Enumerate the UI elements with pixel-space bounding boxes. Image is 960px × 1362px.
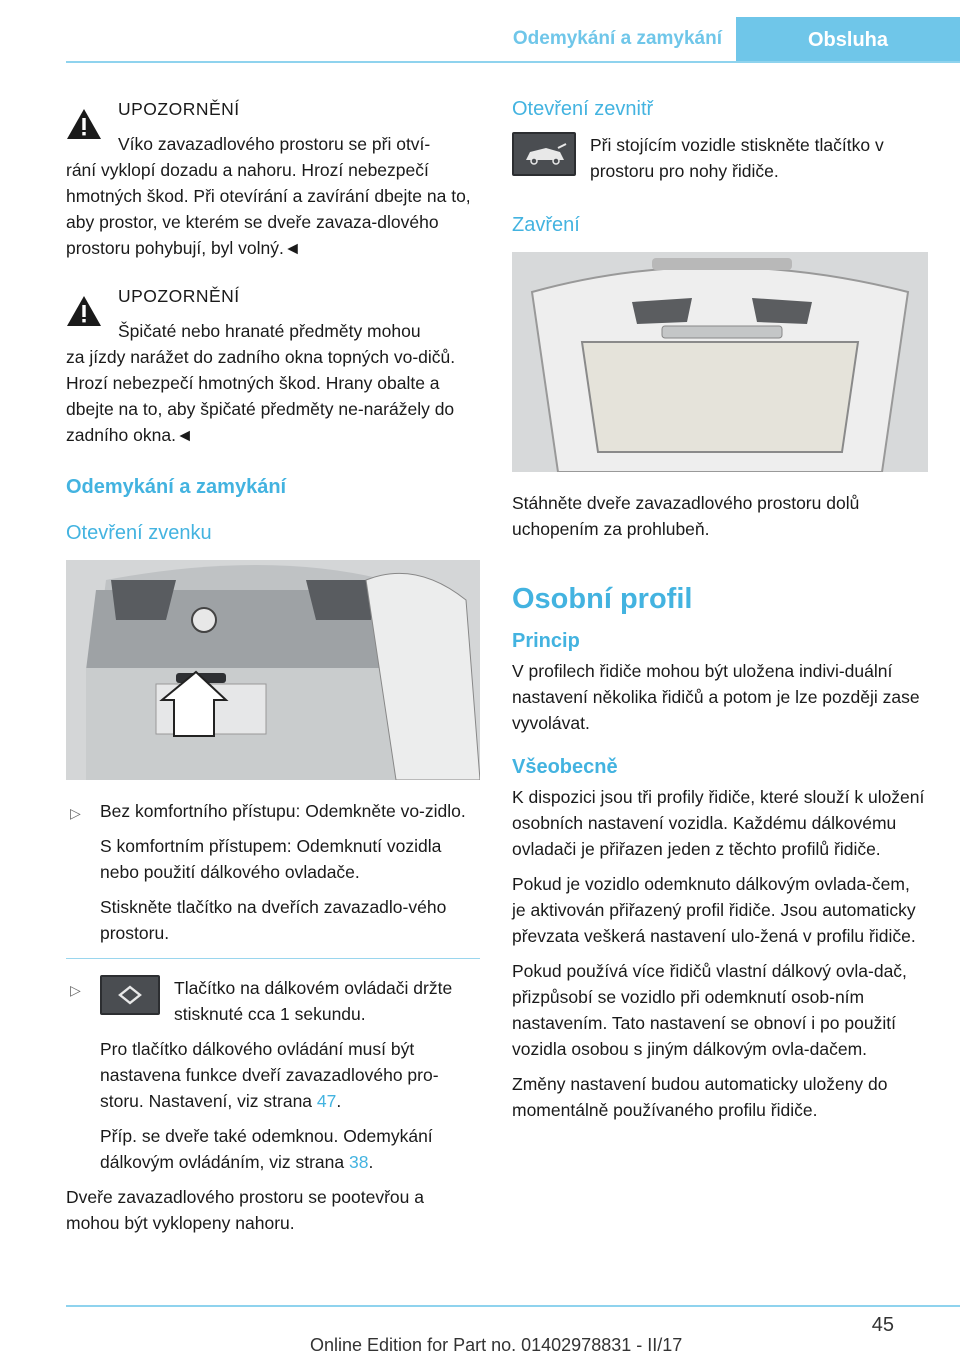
warning-text: rání vyklopí dozadu a nahoru. Hrozí nebezpečí hmotných škod. Při otevírání a zavírání dbejte na to, aby prostor, ve kterém se dveře zavaza‐dlového prostoru pohybují, byl volný.◄ xyxy=(66,160,471,258)
page-link[interactable]: 38 xyxy=(349,1152,369,1172)
page-link[interactable]: 47 xyxy=(316,1091,337,1111)
warning-triangle-icon xyxy=(66,108,102,140)
trunk-open-icon xyxy=(512,132,576,176)
list-text xyxy=(100,1036,480,1114)
warning-text: za jízdy narážet do zadního okna topných vo‐dičů. Hrozí nebezpečí hmotných škod. Hrany obalte a dbejte na to, aby špičaté předměty ne‐narážely do zadního okna.◄ xyxy=(66,347,456,445)
subsection-title: Otevření zevnitř xyxy=(512,98,654,120)
footer-edition: Online Edition for Part no. 01402978831 - II/17 xyxy=(310,1335,683,1355)
list-item xyxy=(66,975,480,1175)
closing-text: Dveře zavazadlového prostoru se pootevřou a mohou být vyklopeny nahoru. xyxy=(66,1187,424,1233)
body-text: Stáhněte dveře zavazadlového prostoru dolů uchopením za prohlubeň. xyxy=(512,493,860,539)
right-column xyxy=(512,96,928,1132)
header-section-title: Odemykání a zamykání xyxy=(512,28,722,49)
warning-text-lead: Víko zavazadlového prostoru se při otví‐ xyxy=(118,134,431,154)
header-tab: Obsluha xyxy=(736,17,960,63)
body-text: Změny nastavení budou automaticky uloženy do momentálně používaného profilu řidiče. xyxy=(512,1074,888,1120)
warning-heading: UPOZORNĚNÍ xyxy=(118,99,240,119)
list-text: Bez komfortního přístupu: Odemkněte vo‐zidlo. xyxy=(100,801,466,821)
warning-2 xyxy=(66,283,480,448)
list-text: S komfortním přístupem: Odemknutí vozidla nebo použití dálkového ovladače. xyxy=(100,836,442,882)
body-text: Pokud používá více řidičů vlastní dálkový ovla‐dač, přizpůsobí se vozidlo při odemknutí osob‐ním nastavením. Tato nastavení se obnoví i po použití vozidla osobou s jiným dálkovým ovla‐dačem. xyxy=(512,961,907,1059)
list-text: Stiskněte tlačítko na dveřích zavazadlo‐vého prostoru. xyxy=(100,897,447,943)
subsection-title: Všeobecně xyxy=(512,756,618,778)
bullet-triangle-icon: ▷ xyxy=(70,982,81,998)
subsection-title: Otevření zvenku xyxy=(66,522,212,544)
text-span: . xyxy=(368,1152,374,1172)
remote-tailgate-icon xyxy=(100,975,160,1015)
warning-heading: UPOZORNĚNÍ xyxy=(118,286,240,306)
list-text: Tlačítko na dálkovém ovládači držte stisknuté cca 1 sekundu. xyxy=(174,978,453,1024)
section-title: Odemykání a zamykání xyxy=(66,476,287,498)
body-text: Pokud je vozidlo odemknuto dálkovým ovlada‐čem, je aktivován přiřazený profil řidiče. Jsou automaticky převzata veškerá nastavení ulo‐žená v profilu řidiče. xyxy=(512,874,916,946)
warning-1 xyxy=(66,96,480,261)
warning-text-lead: Špičaté nebo hranaté předměty mohou xyxy=(118,321,421,341)
header-divider xyxy=(66,61,960,63)
left-column xyxy=(66,96,480,1245)
list-text xyxy=(100,1123,480,1175)
body-text: Při stojícím vozidle stiskněte tlačítko v prostoru pro nohy řidiče. xyxy=(590,135,884,181)
bullet-triangle-icon: ▷ xyxy=(70,805,81,821)
list-divider xyxy=(66,958,480,959)
body-text: V profilech řidiče mohou být uložena indivi‐duální nastavení několika řidičů a potom je lze později zase vyvolávat. xyxy=(512,661,920,733)
subsection-title: Zavření xyxy=(512,214,580,236)
subsection-title: Princip xyxy=(512,630,580,652)
list-item xyxy=(66,798,480,946)
tailgate-inside-figure xyxy=(512,252,928,472)
section-title: Osobní profil xyxy=(512,583,693,615)
text-span: Příp. se dveře také odemknou. Odemykání dálkovým ovládáním, viz strana xyxy=(100,1126,433,1172)
car-rear-illustration xyxy=(66,560,480,780)
text-span: Pro tlačítko dálkového ovládání musí být nastavena funkce dveří zavazadlového pro‐storu. Nastavení, viz strana xyxy=(100,1039,439,1111)
page-number: 45 xyxy=(871,1314,894,1336)
warning-triangle-icon xyxy=(66,295,102,327)
car-rear-figure xyxy=(66,560,480,780)
tailgate-inside-illustration xyxy=(512,252,928,472)
text-span: . xyxy=(336,1091,342,1111)
footer-divider xyxy=(66,1305,960,1307)
body-text: K dispozici jsou tři profily řidiče, které slouží k uložení osobních nastavení vozidla. Každému dálkovému ovladači je přiřazen jeden z těchto profilů řidiče. xyxy=(512,787,925,859)
